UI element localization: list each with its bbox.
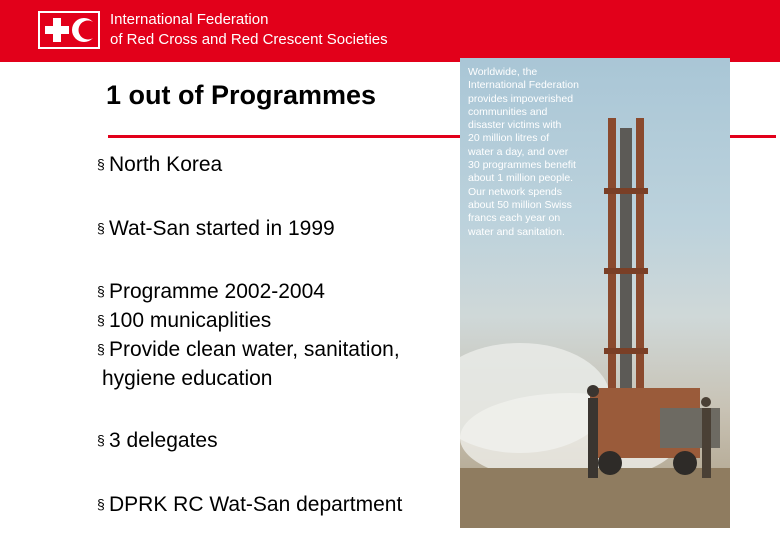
drilling-rig-photo bbox=[460, 58, 730, 528]
caption-line: Our network spends bbox=[468, 185, 562, 198]
org-name-line-2: of Red Cross and Red Crescent Societies bbox=[110, 31, 388, 48]
bullet-item bbox=[97, 335, 400, 364]
caption-line: about 1 million people. bbox=[468, 172, 574, 185]
red-crescent-icon bbox=[71, 17, 93, 43]
bullet-item bbox=[97, 214, 335, 243]
caption-line: about 50 million Swiss bbox=[468, 198, 572, 211]
caption-line: water a day, and over bbox=[468, 145, 569, 158]
bullet-text: Wat-San started in 1999 bbox=[109, 217, 335, 240]
caption-line: International Federation bbox=[468, 79, 579, 92]
caption-line: 30 programmes benefit bbox=[468, 159, 576, 172]
caption-line: disaster victims with bbox=[468, 119, 562, 132]
bullet-item bbox=[97, 150, 222, 179]
bullet-text: Provide clean water, sanitation, bbox=[109, 338, 400, 361]
slide-title: 1 out of Programmes bbox=[106, 80, 377, 110]
bullet-marker: § bbox=[97, 432, 105, 448]
org-name-line-1: International Federation bbox=[110, 11, 269, 28]
bullet-continuation: hygiene education bbox=[102, 367, 273, 390]
bullet-text: Programme 2002-2004 bbox=[109, 280, 325, 303]
caption-line: provides impoverished bbox=[468, 92, 574, 105]
header-bar bbox=[0, 0, 780, 62]
bullet-item bbox=[97, 277, 325, 306]
bullet-text: DPRK RC Wat-San department bbox=[109, 493, 403, 516]
bullet-marker: § bbox=[97, 220, 105, 236]
caption-line: Worldwide, the bbox=[468, 66, 538, 78]
bullet-item bbox=[97, 490, 402, 519]
bullet-marker: § bbox=[97, 156, 105, 172]
bullet-text: 100 municaplities bbox=[109, 309, 272, 332]
bullet-item bbox=[97, 426, 218, 455]
ifrc-logo bbox=[38, 11, 100, 49]
bullet-item bbox=[97, 306, 271, 335]
caption-line: francs each year on bbox=[468, 212, 561, 225]
bullet-text: North Korea bbox=[109, 153, 223, 176]
caption-line: communities and bbox=[468, 105, 548, 118]
bullet-marker: § bbox=[97, 312, 105, 328]
bullet-marker: § bbox=[97, 283, 105, 299]
red-cross-icon bbox=[45, 18, 69, 42]
organization-name bbox=[110, 10, 388, 50]
caption-line: water and sanitation. bbox=[468, 225, 565, 238]
bullet-marker: § bbox=[97, 496, 105, 512]
photo-caption bbox=[468, 66, 618, 239]
caption-line: 20 million litres of bbox=[468, 132, 550, 145]
bullet-marker: § bbox=[97, 341, 105, 357]
bullet-text: 3 delegates bbox=[109, 429, 218, 452]
